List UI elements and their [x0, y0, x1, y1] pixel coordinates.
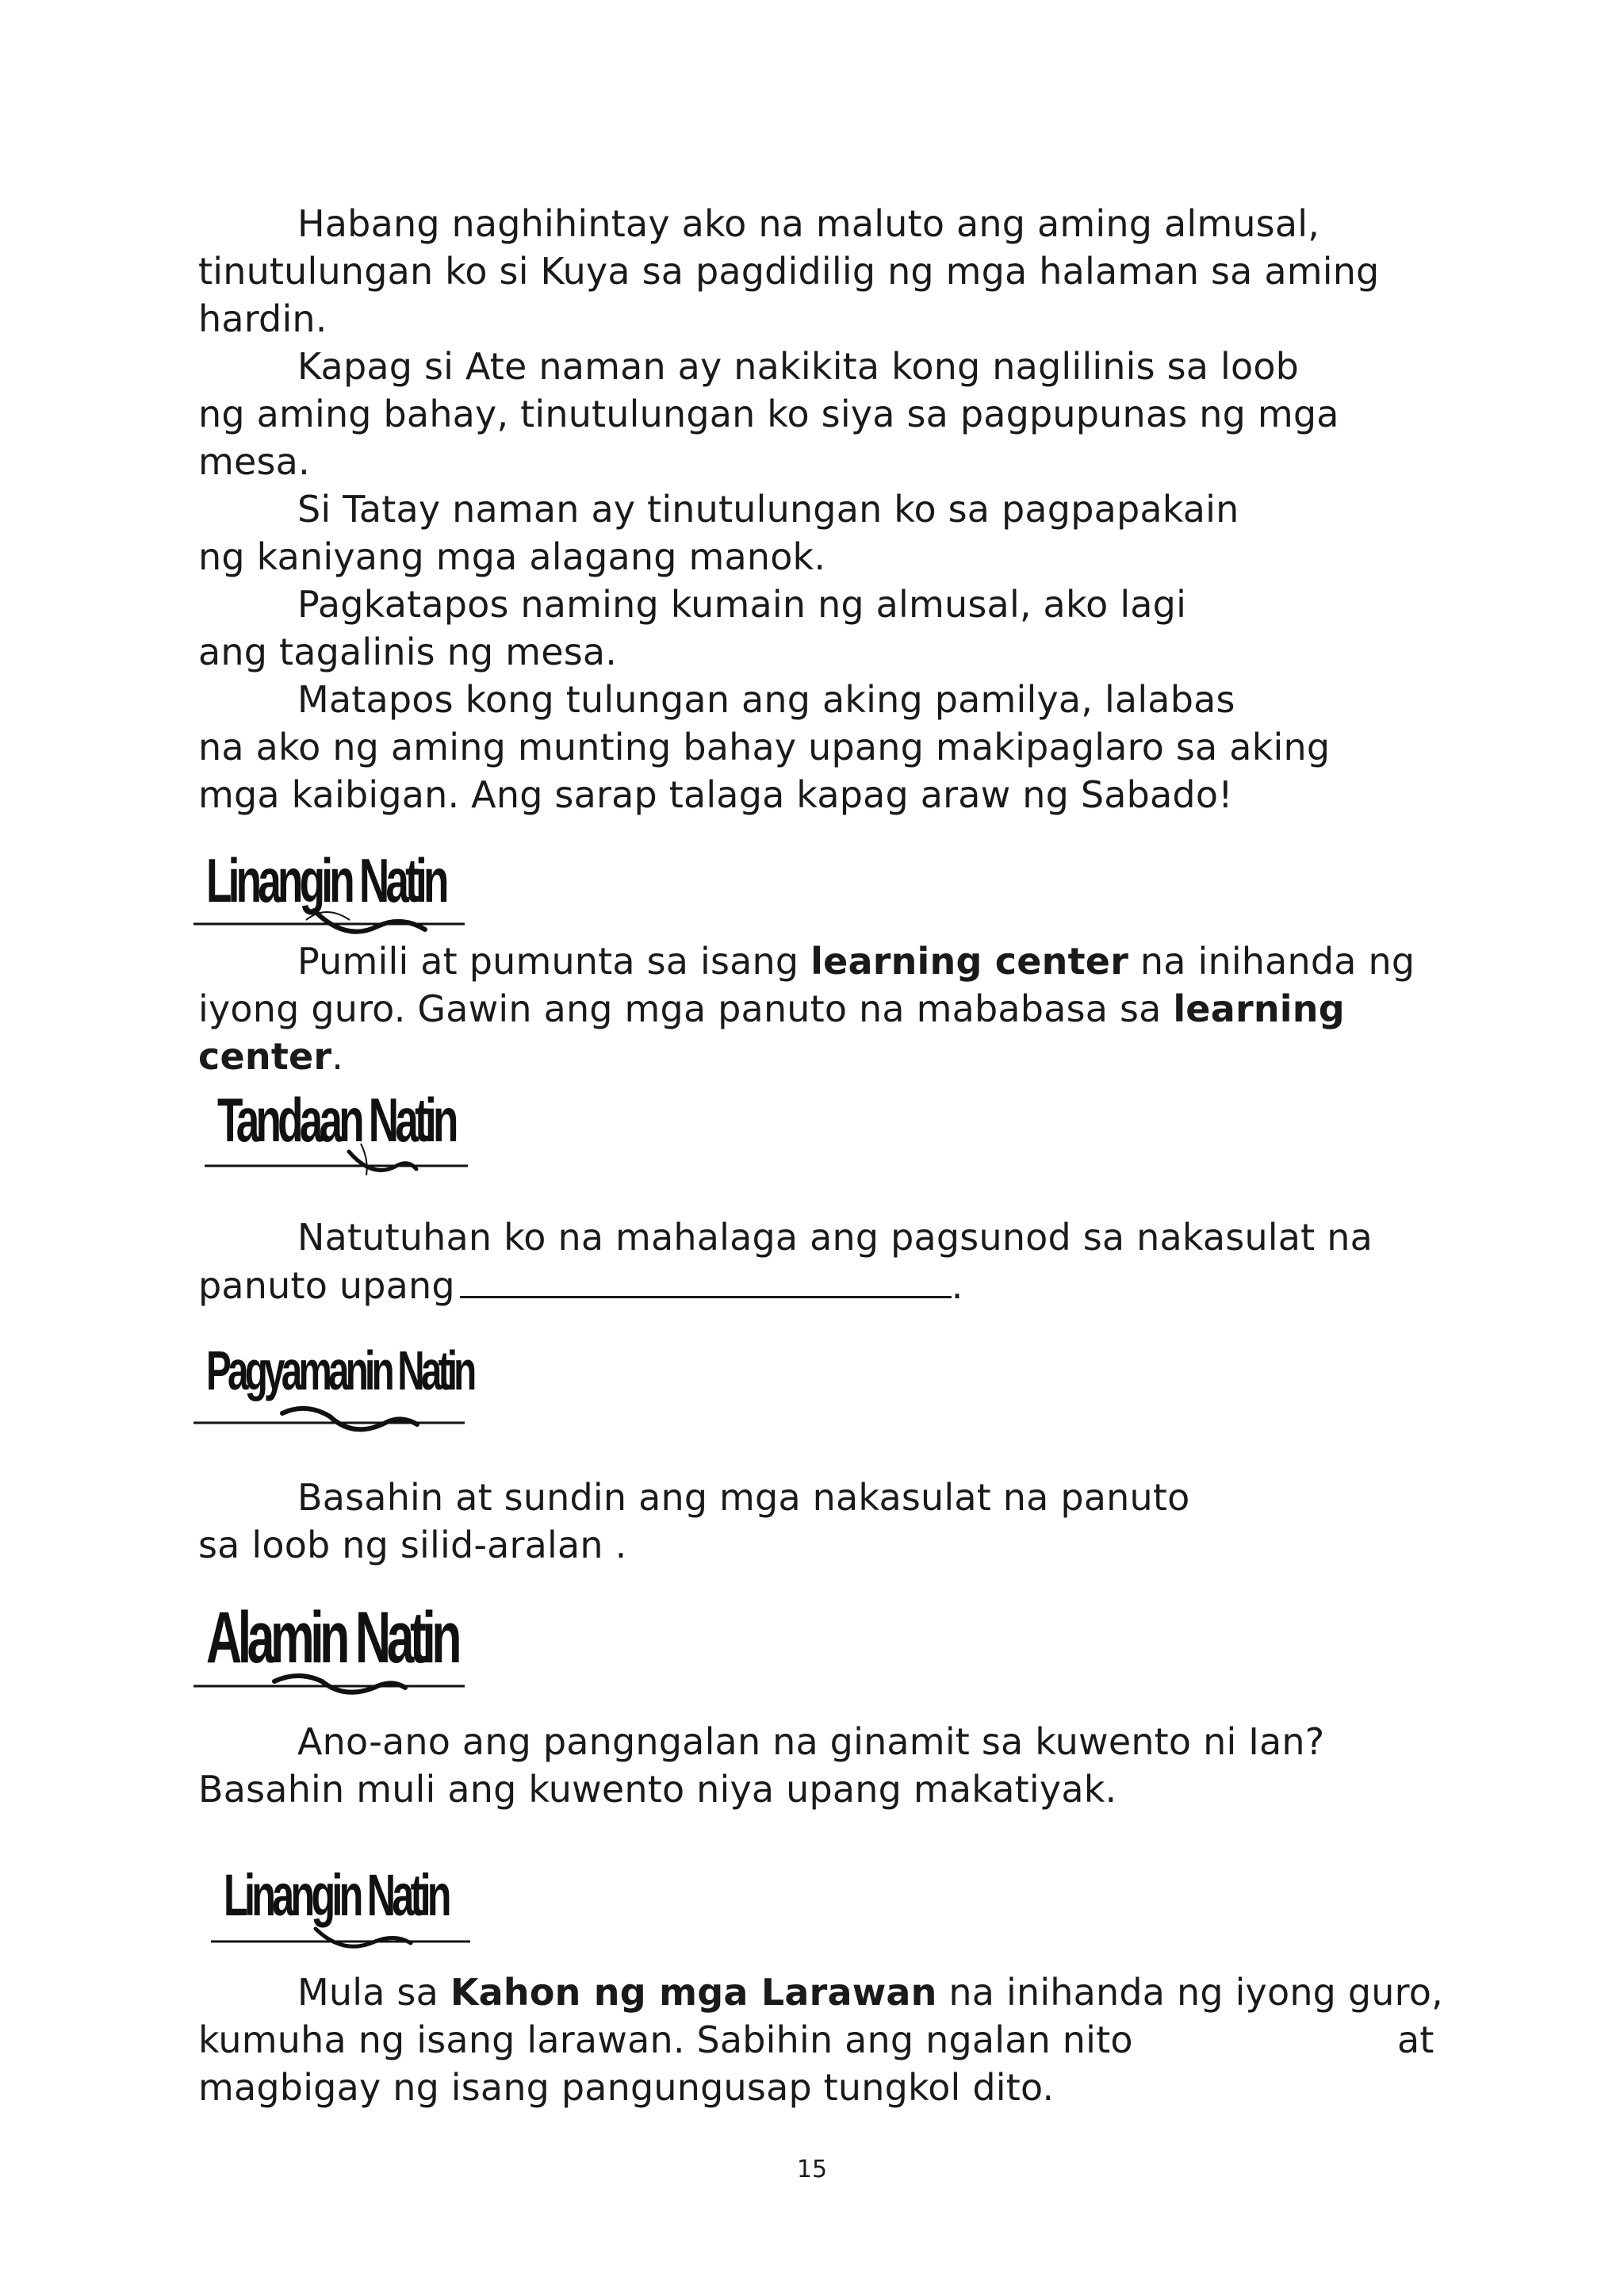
learning-center-term: learning center [810, 940, 1129, 983]
section-heading-linangin-natin [205, 1856, 506, 1975]
statement-text: panuto upang [198, 1264, 455, 1307]
learning-center-term: center [198, 1035, 332, 1078]
instruction-text: . [331, 1035, 344, 1078]
linangin-2-instructions [198, 1968, 1467, 2111]
section-heading-alamin-natin [187, 1594, 488, 1713]
story-line: Kapag si Ate naman ay nakikita kong naglilinis sa loob [297, 345, 1300, 388]
heading-text: Linangin Natin [224, 1862, 448, 1928]
page-number: 15 [796, 2156, 828, 2183]
instruction-line: Basahin at sundin ang mga nakasulat na panuto [297, 1476, 1190, 1519]
instruction-text: na inihanda ng [1128, 940, 1415, 983]
instruction-text: na inihanda ng iyong guro, [936, 1971, 1443, 2014]
heading-text: Pagyamanin Natin [206, 1340, 473, 1401]
picture-box-term: Kahon ng mga Larawan [450, 1971, 937, 2014]
story-line: Matapos kong tulungan ang aking pamilya, lalabas [297, 678, 1235, 721]
alamin-questions [198, 1718, 1467, 1813]
instruction-text: iyong guro. Gawin ang mga panuto na mababasa sa [198, 987, 1174, 1030]
story-line: na ako ng aming munting bahay upang makipaglaro sa aking [198, 726, 1331, 769]
learning-center-term: learning [1173, 987, 1345, 1030]
story-line: hardin. [198, 297, 327, 340]
heading-text: Tandaan Natin [217, 1085, 455, 1155]
section-heading-tandaan-natin [198, 1080, 500, 1199]
story-line: Pagkatapos naming kumain ng almusal, ako lagi [297, 583, 1187, 626]
story-line: tinutulungan ko si Kuya sa pagdidilig ng mga halaman sa aming [198, 250, 1380, 293]
heading-underline-swash-icon [205, 1856, 506, 1975]
statement-line: Natutuhan ko na mahalaga ang pagsunod sa nakasulat na [297, 1216, 1373, 1259]
question-line: Ano-ano ang pangngalan na ginamit sa kuwento ni Ian? [297, 1720, 1325, 1763]
instruction-text: kumuha ng isang larawan. Sabihin ang ngalan nito [198, 2018, 1133, 2061]
linangin-instructions [198, 937, 1467, 1080]
story-text [198, 200, 1467, 818]
fill-in-blank[interactable] [460, 1261, 952, 1298]
story-line: Habang naghihintay ako na maluto ang aming almusal, [297, 202, 1320, 245]
story-line: ng aming bahay, tinutulungan ko siya sa pagpupunas ng mga [198, 393, 1339, 435]
instruction-text: Pumili at pumunta sa isang [297, 940, 811, 983]
statement-text: . [951, 1264, 963, 1307]
story-line: mesa. [198, 440, 310, 483]
heading-text: Alamin Natin [206, 1597, 458, 1678]
tandaan-statement [198, 1213, 1467, 1309]
story-line: ng kaniyang mga alagang manok. [198, 535, 826, 578]
instruction-line: sa loob ng silid-aralan . [198, 1524, 627, 1566]
instruction-line: magbigay ng isang pangungusap tungkol dito. [198, 2066, 1055, 2109]
section-heading-pagyamanin-natin [187, 1331, 488, 1450]
heading-underline-swash-icon [187, 1594, 488, 1713]
instruction-text: at [1397, 2018, 1434, 2061]
question-line: Basahin muli ang kuwento niya upang makatiyak. [198, 1768, 1117, 1811]
story-line: Si Tatay naman ay tinutulungan ko sa pagpapakain [297, 488, 1239, 531]
story-line: ang tagalinis ng mesa. [198, 631, 618, 673]
heading-underline-swash-icon [187, 1331, 488, 1450]
heading-underline-swash-icon [198, 1080, 500, 1199]
heading-text: Linangin Natin [206, 845, 446, 915]
story-line: mga kaibigan. Ang sarap talaga kapag araw ng Sabado! [198, 773, 1233, 816]
pagyamanin-instructions [198, 1474, 1467, 1569]
instruction-text: Mula sa [297, 1971, 450, 2014]
